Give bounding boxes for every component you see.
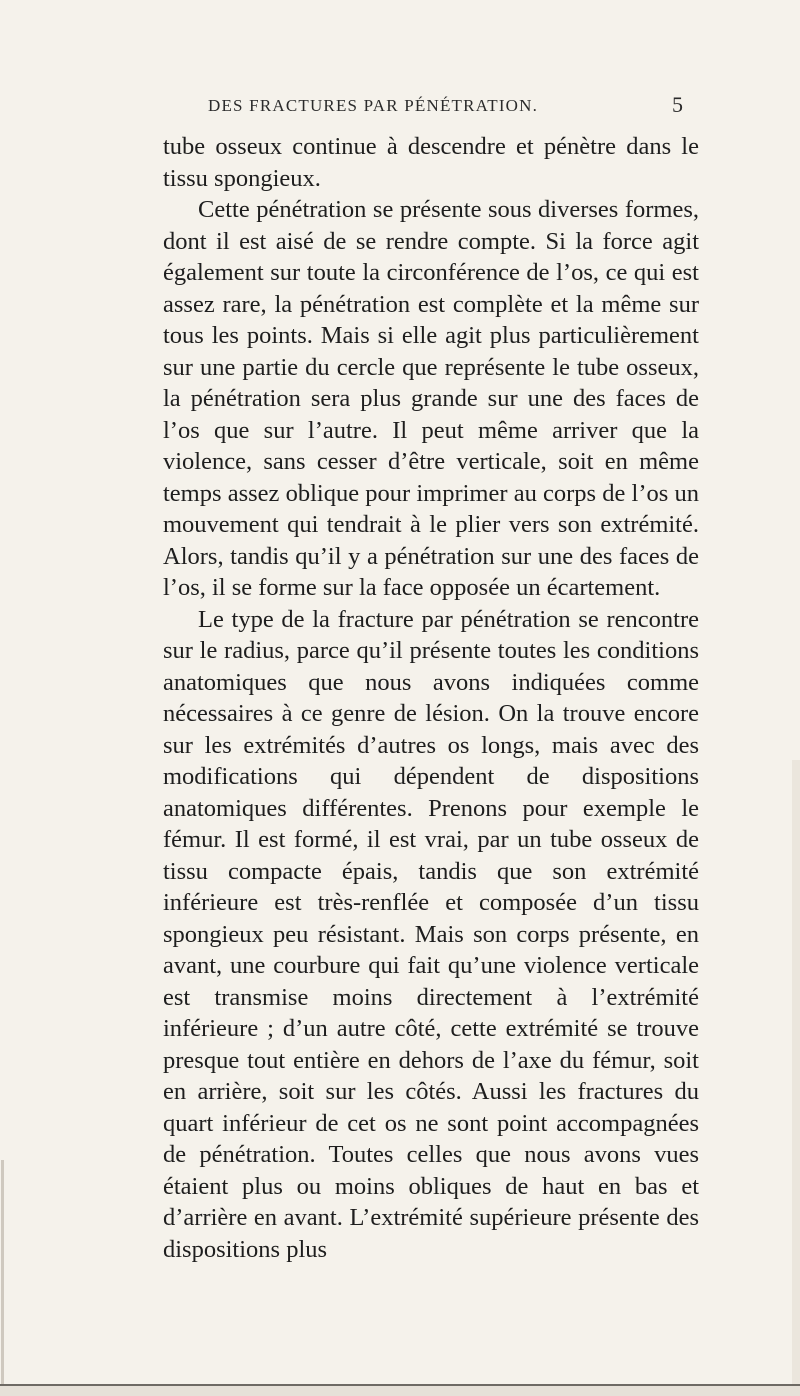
paragraph: tube osseux continue à descendre et pénètre dans le tissu spongieux. bbox=[163, 133, 699, 192]
paragraph: Cette pénétration se présente sous diverses formes, dont il est aisé de se rendre compte. Si la force agit également sur toute la circonférence de l’os, ce qui est assez rare, la pénétration est complète et la même sur tous les points. Mais si elle agit plus particulièrement sur une partie du cercle que représente le tube osseux, la pénétration sera plus grande sur une des faces de l’os que sur l’autre. Il peut même arriver que la violence, sans cesser d’être verticale, soit en même temps assez oblique pour imprimer au corps de l’os un mouvement qui tendrait à le plier vers son extrémité. Alors, tandis qu’il y a pénétration sur une des faces de l’os, il se forme sur la face opposée un écartement. bbox=[163, 196, 699, 601]
body-text bbox=[163, 131, 699, 1265]
paragraph: Le type de la fracture par pénétration se rencontre sur le radius, parce qu’il présente toutes les conditions anatomiques que nous avons indiquées comme nécessaires à ce genre de lésion. On la trouve encore sur les extrémités d’autres os longs, mais avec des modifications qui dépendent de dispositions anatomiques différentes. Prenons pour exemple le fémur. Il est formé, il est vrai, par un tube osseux de tissu compacte épais, tandis que son extrémité inférieure est très-renflée et composée d’un tissu spongieux peu résistant. Mais son corps présente, en avant, une courbure qui fait qu’une violence verticale est transmise moins directement à l’extrémité inférieure ; d’un autre côté, cette extrémité se trouve presque tout entière en dehors de l’axe du fémur, soit en arrière, soit sur les côtés. Aussi les fractures du quart inférieur de cet os ne sont point accompagnées de pénétration. Toutes celles que nous avons vues étaient plus ou moins obliques de haut en bas et d’arrière en avant. L’extrémité supérieure présente des dispositions plus bbox=[163, 605, 699, 1263]
page-edge-shadow bbox=[792, 760, 800, 1390]
running-title: DES FRACTURES PAR PÉNÉTRATION. bbox=[208, 96, 539, 115]
page-edge-left bbox=[1, 1160, 4, 1396]
page-number: 5 bbox=[672, 92, 683, 117]
page-edge-bottom bbox=[0, 1384, 800, 1386]
running-head bbox=[0, 92, 800, 126]
page-edge-shadow-bottom bbox=[0, 1386, 800, 1396]
